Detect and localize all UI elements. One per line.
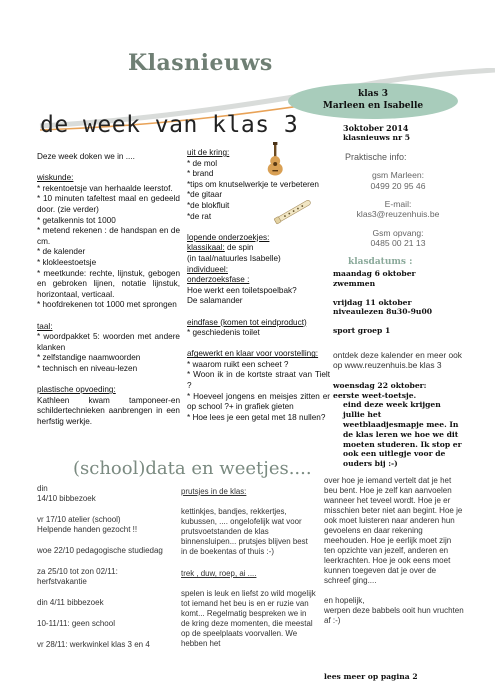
datums-title: klasdatums : (348, 256, 413, 267)
taal-item: * woordpakket 5: woorden met andere klanken (37, 332, 180, 352)
intro-text: Deze week doken we in .... (37, 152, 135, 161)
issue-date: 3oktober 2014 (343, 123, 409, 133)
prutsjes-text: kettinkjes, bandjes, rekkertjes, kubussen, .... ongelofelijk wat voor prutsvoetstanden de klas binnensluipen... prutsjes blijven best in de boekentas of thuis :-) (181, 507, 308, 556)
week-heading: de week van klas 3 (40, 112, 299, 138)
onderzoeksfase-title: onderzoeksfase : (187, 275, 250, 285)
plastische-text: Kathleen kwam tamponeer-en schildertechnieken aanbrengen in een herfstig werkje. (37, 395, 180, 426)
section-heading: (school)data en weetjes.... (73, 458, 312, 479)
weetjes-column (181, 487, 316, 649)
calendar-suffix: klas 3 (419, 360, 442, 371)
date-event: niveaulezen 8u30-9u00 (333, 307, 433, 317)
calendar-link[interactable]: www.reuzenhuis.be (344, 360, 418, 371)
kring-item: *tips om knutselwerkje te verbeteren (187, 179, 319, 189)
wiskunde-item: * klokleestoetsje (37, 257, 97, 267)
teachers-label: Marleen en Isabelle (322, 101, 424, 111)
date-day: maandag 6 oktober (333, 269, 416, 279)
wed-sub: eerste weet-toetsje. (333, 390, 417, 400)
weetjes-continued (324, 476, 464, 626)
klassikaal-note: (in taal/natuurles Isabelle) (187, 253, 281, 263)
gsm-label: gsm Marleen: (371, 170, 425, 181)
recorder-flute-icon (270, 197, 316, 227)
wed-title: woensdag 22 oktober: (333, 380, 427, 390)
eindfase-item: * geschiedenis toilet (187, 328, 260, 338)
voorstelling-item: * Hoe lees je een getal met 18 nullen? (187, 412, 326, 422)
info-title: Praktische info: (345, 151, 407, 162)
school-date-item: din 14/10 bibbezoek (37, 484, 96, 503)
email-label: E-mail: (384, 199, 412, 210)
kring-item: *de rat (187, 211, 212, 221)
voorstelling-item: * Woon ik in de kortste straat van Tielt ? (187, 370, 330, 391)
right-column (333, 123, 463, 469)
calendar-text: ontdek deze kalender en meer ook op (333, 350, 462, 371)
wiskunde-item: * metend rekenen : de handspan en de cm. (37, 226, 180, 246)
klassikaal-text: de spin (224, 243, 254, 253)
wiskunde-item: * meetkunde: rechte, lijnstuk, gebogen en gebroken lijnen, notatie lijnstuk, horizontaal, verticaal. (37, 268, 180, 299)
date-event: sport groep 1 (333, 326, 391, 336)
onderzoeksfase-item: Hoe werkt een toiletspoelbak? (187, 285, 297, 295)
wiskunde-item: * de kalender (37, 247, 86, 257)
wiskunde-item: * getalkennis tot 1000 (37, 215, 116, 225)
weetjes-closing: en hopelijk, werpen deze babbels ooit hun vruchten af :-) (324, 596, 464, 625)
voorstelling-title: afgewerkt en klaar voor voorstelling: (187, 349, 319, 359)
trek-title: trek , duw, roep, ai .... (181, 569, 257, 578)
school-date-item: vr 17/10 atelier (school) Helpende handen gezocht !! (37, 515, 138, 534)
class-label: klas 3 (358, 89, 388, 99)
page-title: Klasnieuws (128, 50, 273, 76)
school-date-item: woe 22/10 pedagogische studiedag (37, 546, 163, 555)
lopende-title: lopende onderzoekjes: (187, 232, 270, 242)
klassikaal-title: klassikaal: (187, 243, 225, 253)
school-date-item: din 4/11 bibbezoek (37, 598, 104, 607)
kring-item: *de blokfluit (187, 200, 230, 210)
issue-number: klasnieuws nr 5 (343, 133, 411, 143)
gsm-opvang-label: Gsm opvang: (372, 227, 424, 238)
date-event: zwemmen (333, 278, 376, 288)
kring-item: * brand (187, 169, 214, 179)
taal-title: taal: (37, 321, 53, 331)
class-badge (288, 83, 458, 119)
school-dates-list (37, 484, 177, 650)
date-day: vrijdag 11 oktober (333, 297, 412, 307)
guitar-icon (266, 142, 284, 176)
individueel-title: individueel: (187, 264, 228, 274)
taal-item: * technisch en niveau-lezen (37, 363, 138, 373)
taal-item: * zelfstandige naamwoorden (37, 353, 141, 363)
school-date-item: za 25/10 tot zon 02/11: herfstvakantie (37, 567, 118, 586)
wiskunde-title: wiskunde: (37, 173, 74, 183)
onderzoeksfase-item: De salamander (187, 296, 243, 306)
voorstelling-item: * waarom ruikt een scheet ? (187, 359, 289, 369)
middle-column (187, 148, 330, 423)
trek-text: spelen is leuk en liefst zo wild mogelijk tot iemand het beu is en er ruzie van komt... Regelmatig bespreken we in de kring deze momenten, die meestal op de speelplaats voorvallen. We hebben het (181, 589, 316, 648)
read-more-footer: lees meer op pagina 2 (324, 672, 418, 681)
plastische-title: plastische opvoeding: (37, 385, 116, 395)
wiskunde-item: * 10 minuten tafeltest maal en gedeeld door. (zie verder) (37, 194, 180, 214)
kring-title: uit de kring: (187, 148, 230, 157)
email-address[interactable]: klas3@reuzenhuis.be (356, 209, 440, 220)
weetjes-text: over hoe je iemand vertelt dat je het beu bent. Hoe je zelf kan aanvoelen wanneer het teveel wordt. Hoe je er misschien beter niet aan begint. Hoe je ook moet luisteren naar anderen hun gevoelens en daar rekening meehouden. Hoe je eerlijk moet zijn ten opzichte van jezelf, anderen en leerkrachten. Hoe je ook eens moet kunnen toegeven dat je over de schreef ging.... (324, 476, 463, 585)
kring-item: * de mol (187, 158, 218, 168)
prutsjes-title: prutsjes in de klas: (181, 487, 247, 496)
wiskunde-item: * rekentoetsje van herhaalde leerstof. (37, 183, 173, 193)
school-date-item: 10-11/11: geen school (37, 619, 115, 628)
eindfase-title: eindfase (komen tot eindproduct) (187, 317, 307, 327)
voorstelling-item: * Hoeveel jongens en meisjes zitten er op school ?+ in grafiek gieten (187, 391, 330, 412)
school-date-item: vr 28/11: werkwinkel klas 3 en 4 (37, 640, 150, 649)
wed-text: eind deze week krijgen jullie het weetblaadjesmapje mee. In de klas leren we hoe we dit moeten studeren. Ik stop er ook een uitlegje voor de ouders bij :-) (343, 400, 462, 469)
gsm-opvang-number: 0485 00 21 13 (370, 238, 426, 249)
gsm-number: 0499 20 95 46 (370, 180, 426, 191)
kring-item: *de gitaar (187, 190, 223, 200)
left-column (37, 152, 180, 427)
wiskunde-item: * hoofdrekenen tot 1000 met sprongen (37, 300, 177, 310)
